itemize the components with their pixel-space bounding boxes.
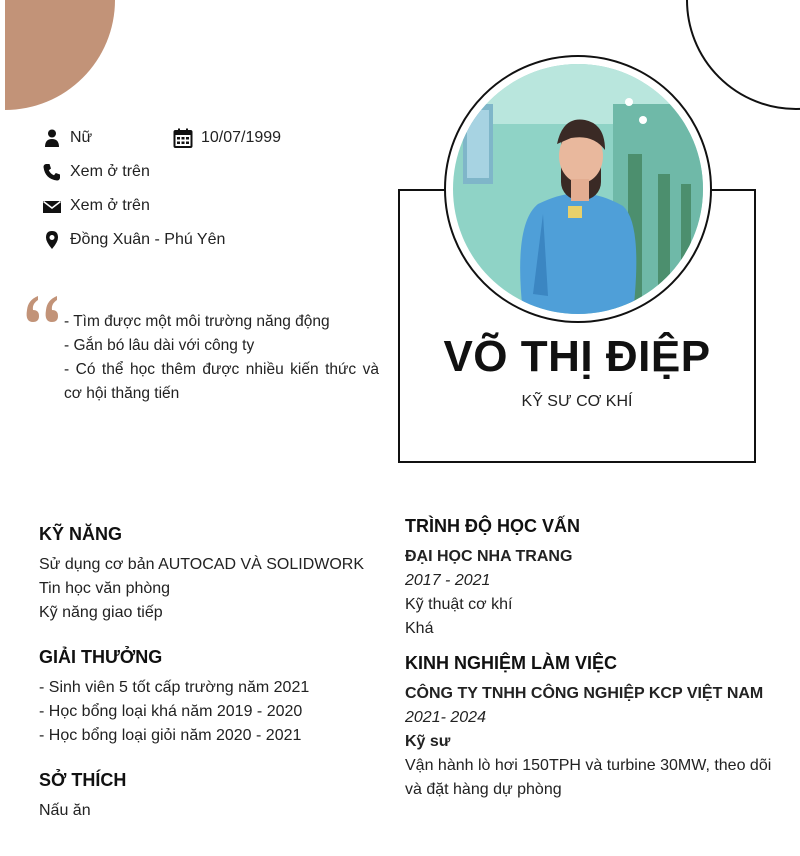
decorative-blob bbox=[5, 0, 117, 110]
school-name: ĐẠI HỌC NHA TRANG bbox=[405, 548, 573, 565]
education-period: 2017 - 2021 bbox=[405, 572, 491, 589]
objective-line: - Có thể học thêm được nhiều kiến thức và cơ hội thăng tiến bbox=[64, 361, 379, 402]
mail-icon bbox=[42, 196, 62, 216]
hobby-item: Nấu ăn bbox=[39, 802, 91, 819]
education-grade: Khá bbox=[405, 620, 434, 637]
person-name: VÕ THỊ ĐIỆP bbox=[443, 332, 711, 381]
hobbies-section bbox=[39, 770, 126, 823]
section-title: KỸ NĂNG bbox=[39, 524, 123, 544]
phone-row bbox=[42, 162, 150, 182]
education-major: Kỹ thuật cơ khí bbox=[405, 596, 513, 613]
awards-section bbox=[39, 647, 309, 748]
section-title: SỞ THÍCH bbox=[39, 770, 127, 790]
calendar-icon bbox=[173, 128, 193, 148]
profile-photo bbox=[453, 64, 703, 314]
objective-line: - Gắn bó lâu dài với công ty bbox=[64, 337, 255, 354]
experience-description: Vận hành lò hơi 150TPH và turbine 30MW, theo dõi và đặt hàng dự phòng bbox=[405, 757, 772, 798]
section-title: KINH NGHIỆM LÀM VIỆC bbox=[405, 653, 618, 673]
skills-section bbox=[39, 524, 364, 625]
objective-line: - Tìm được một môi trường năng động bbox=[64, 313, 330, 330]
location-pin-icon bbox=[42, 230, 62, 250]
section-title: TRÌNH ĐỘ HỌC VẤN bbox=[405, 516, 580, 536]
award-item: - Sinh viên 5 tốt cấp trường năm 2021 bbox=[39, 679, 310, 696]
quote-icon bbox=[22, 292, 62, 328]
address-value: Đồng Xuân - Phú Yên bbox=[70, 231, 226, 248]
avatar bbox=[453, 64, 703, 314]
section-title: GIẢI THƯỞNG bbox=[39, 647, 163, 667]
birthdate-row bbox=[173, 128, 281, 148]
company-name: CÔNG TY TNHH CÔNG NGHIỆP KCP VIỆT NAM bbox=[405, 685, 764, 702]
award-item: - Học bổng loại giỏi năm 2020 - 2021 bbox=[39, 727, 302, 744]
experience-role: Kỹ sư bbox=[405, 733, 451, 750]
experience-period: 2021- 2024 bbox=[405, 709, 486, 726]
email-value: Xem ở trên bbox=[70, 197, 150, 214]
skill-item: Tin học văn phòng bbox=[39, 580, 171, 597]
birthdate-value: 10/07/1999 bbox=[201, 129, 282, 146]
skill-item: Sử dụng cơ bản AUTOCAD VÀ SOLIDWORK bbox=[39, 556, 365, 573]
phone-icon bbox=[42, 162, 62, 182]
gender-value: Nữ bbox=[70, 129, 93, 146]
address-row bbox=[42, 230, 225, 250]
education-section bbox=[405, 516, 775, 641]
decorative-circle bbox=[686, 0, 800, 110]
email-row bbox=[42, 196, 150, 216]
award-item: - Học bổng loại khá năm 2019 - 2020 bbox=[39, 703, 303, 720]
career-objective bbox=[64, 310, 379, 406]
gender-row bbox=[42, 128, 92, 148]
person-icon bbox=[42, 128, 62, 148]
skill-item: Kỹ năng giao tiếp bbox=[39, 604, 163, 621]
person-job-title: KỸ SƯ CƠ KHÍ bbox=[521, 393, 633, 410]
phone-value: Xem ở trên bbox=[70, 163, 150, 180]
experience-section bbox=[405, 653, 775, 802]
